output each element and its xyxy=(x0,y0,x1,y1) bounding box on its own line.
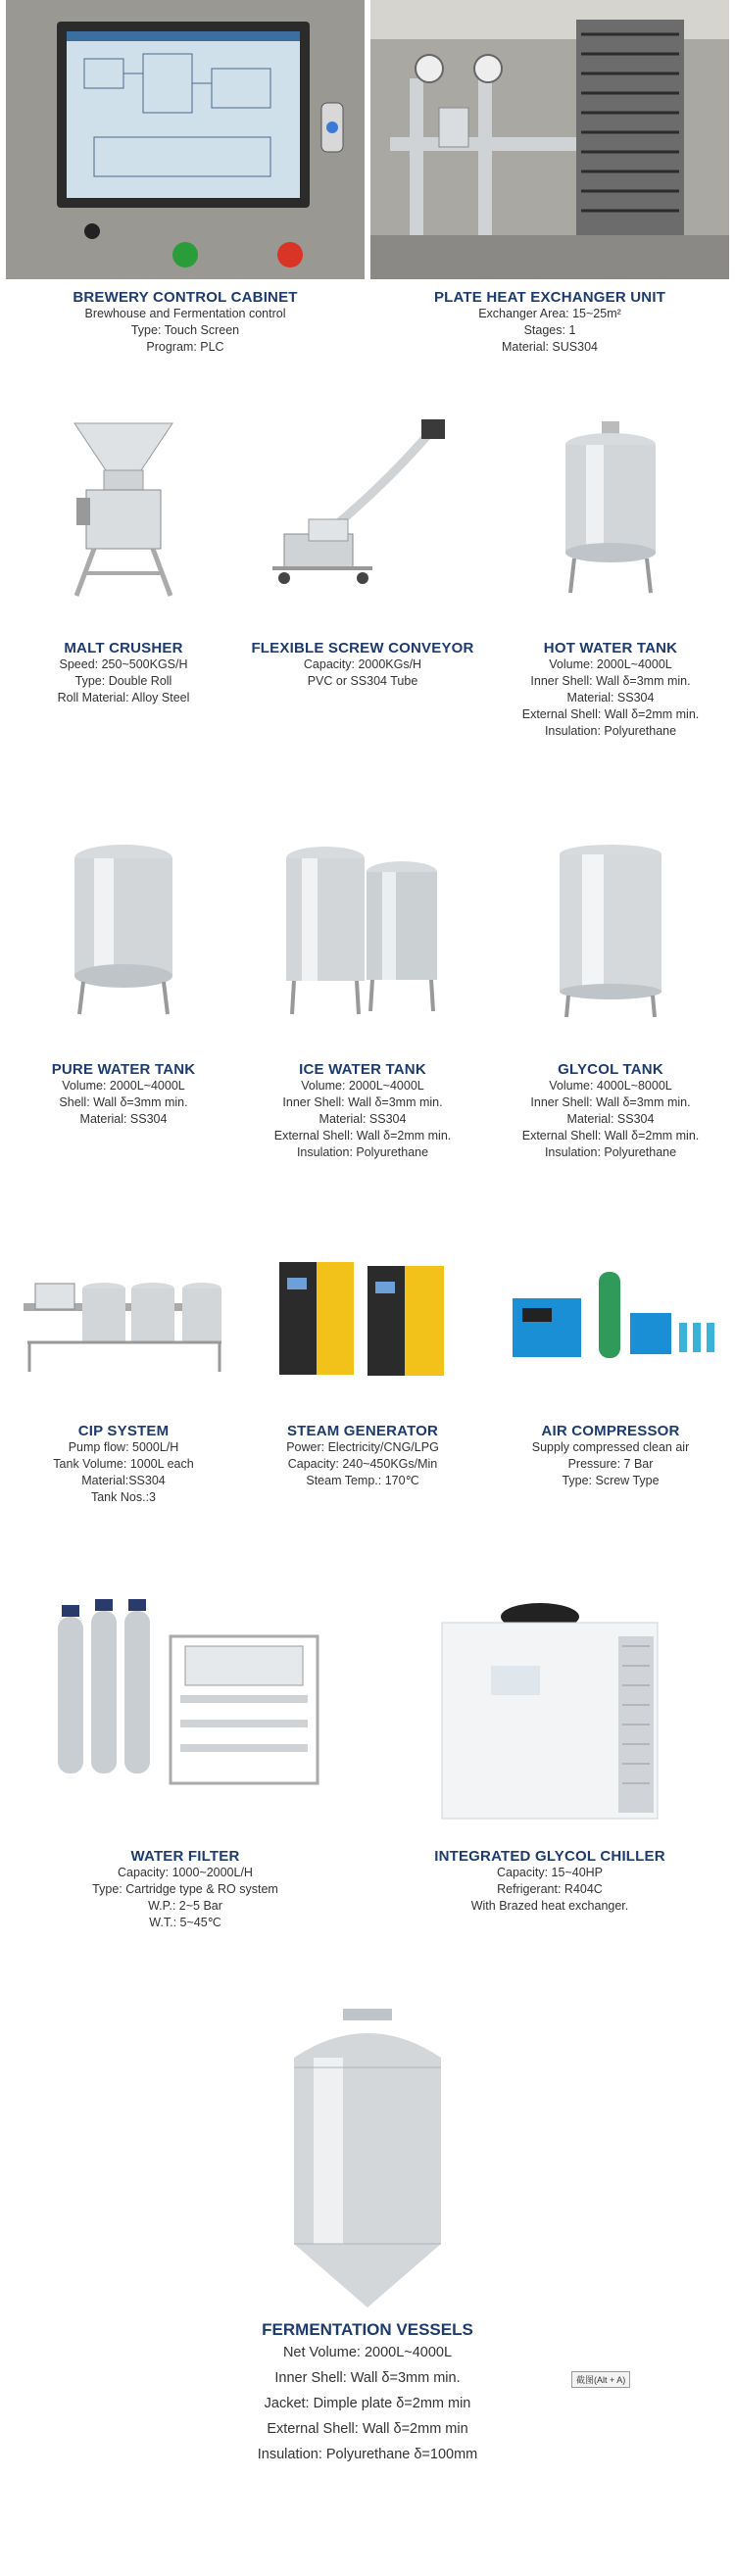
product-brewery-control-cabinet[interactable] xyxy=(6,0,365,356)
control-cabinet-icon xyxy=(6,0,365,279)
spec-line: Pump flow: 5000L/H xyxy=(68,1440,179,1454)
tank-pair-icon xyxy=(274,833,451,1024)
product-title: ICE WATER TANK xyxy=(299,1061,426,1078)
product-title: GLYCOL TANK xyxy=(558,1061,663,1078)
spec-line: External Shell: Wall δ=2mm min. xyxy=(521,1129,700,1142)
spec-line: Program: PLC xyxy=(146,340,224,354)
row-cip-steam-air xyxy=(0,1244,735,1568)
product-title: AIR COMPRESSOR xyxy=(541,1423,680,1439)
spec-line: Material:SS304 xyxy=(81,1474,166,1487)
screenshot-tooltip: 截图(Alt + A) xyxy=(571,2371,630,2388)
steam-generator-icon xyxy=(270,1244,456,1391)
spec-line: Capacity: 2000KGs/H xyxy=(303,657,422,671)
spec-line: Capacity: 240~450KGs/Min xyxy=(287,1457,438,1471)
row-crusher-conveyor-hotwater xyxy=(0,412,735,784)
spec-line: Stages: 1 xyxy=(523,323,576,337)
glycol-chiller-icon xyxy=(422,1597,677,1832)
spec-line: External Shell: Wall δ=2mm min xyxy=(267,2421,468,2437)
spec-line: Speed: 250~500KGS/H xyxy=(59,657,188,671)
product-title: FLEXIBLE SCREW CONVEYOR xyxy=(251,640,474,656)
spec-line: Capacity: 15~40HP xyxy=(496,1866,604,1879)
row-control-and-exchanger xyxy=(0,0,735,363)
spec-line: Insulation: Polyurethane xyxy=(544,1145,677,1159)
product-hot-water-tank[interactable] xyxy=(490,412,731,740)
spec-line: Power: Electricity/CNG/LPG xyxy=(286,1440,439,1454)
spec-line: With Brazed heat exchanger. xyxy=(470,1899,629,1913)
spec-line: Refrigerant: R404C xyxy=(497,1882,603,1896)
tank-icon xyxy=(547,412,674,603)
product-glycol-tank[interactable] xyxy=(490,833,731,1161)
spec-line: Insulation: Polyurethane xyxy=(296,1145,429,1159)
spec-line: Volume: 2000L~4000L xyxy=(301,1079,424,1093)
product-title: CIP SYSTEM xyxy=(77,1423,170,1439)
spec-line: Type: Touch Screen xyxy=(130,323,240,337)
spec-line: Tank Nos.:3 xyxy=(90,1490,156,1504)
product-pure-water-tank[interactable] xyxy=(6,833,241,1128)
product-title: HOT WATER TANK xyxy=(543,640,678,656)
tank-icon xyxy=(60,833,187,1024)
water-filter-icon xyxy=(38,1597,332,1803)
spec-line: Pressure: 7 Bar xyxy=(567,1457,654,1471)
spec-line: Material: SS304 xyxy=(79,1112,168,1126)
spec-line: Insulation: Polyurethane xyxy=(544,724,677,738)
product-title: PLATE HEAT EXCHANGER UNIT xyxy=(433,289,666,306)
spec-line: External Shell: Wall δ=2mm min. xyxy=(521,707,700,721)
product-title: MALT CRUSHER xyxy=(64,640,183,656)
spec-line: Material: SS304 xyxy=(318,1112,407,1126)
spec-line: Volume: 2000L~4000L xyxy=(549,657,672,671)
product-flexible-screw-conveyor[interactable] xyxy=(245,412,480,690)
spec-line: W.T.: 5~45℃ xyxy=(149,1916,221,1929)
spec-line: Tank Volume: 1000L each xyxy=(53,1457,194,1471)
product-title: FERMENTATION VESSELS xyxy=(262,2320,473,2339)
product-integrated-glycol-chiller[interactable] xyxy=(370,1597,729,1915)
product-malt-crusher[interactable] xyxy=(6,412,241,706)
spec-line: External Shell: Wall δ=2mm min. xyxy=(273,1129,452,1142)
spec-line: Net Volume: 2000L~4000L xyxy=(282,2345,453,2360)
product-title: WATER FILTER xyxy=(130,1848,240,1865)
spec-line: Exchanger Area: 15~25m² xyxy=(478,307,621,320)
row-pure-ice-glycol xyxy=(0,833,735,1205)
spec-line: Material: SS304 xyxy=(566,1112,655,1126)
spec-line: Jacket: Dimple plate δ=2mm min xyxy=(264,2396,471,2411)
cip-system-icon xyxy=(16,1244,231,1391)
product-title: PURE WATER TANK xyxy=(51,1061,196,1078)
tank-icon xyxy=(547,833,674,1024)
product-ice-water-tank[interactable] xyxy=(245,833,480,1161)
heat-exchanger-icon xyxy=(370,0,729,279)
spec-line: Material: SS304 xyxy=(566,691,655,705)
spec-line: Shell: Wall δ=3mm min. xyxy=(59,1095,188,1109)
product-title: INTEGRATED GLYCOL CHILLER xyxy=(434,1848,665,1865)
product-title: STEAM GENERATOR xyxy=(286,1423,439,1439)
product-fermentation-vessels[interactable] xyxy=(147,2009,588,2467)
spec-line: Capacity: 1000~2000L/H xyxy=(118,1866,253,1879)
product-air-compressor[interactable] xyxy=(490,1244,731,1489)
spec-line: Inner Shell: Wall δ=3mm min. xyxy=(282,1095,443,1109)
spec-line: Type: Cartridge type & RO system xyxy=(92,1882,278,1896)
product-steam-generator[interactable] xyxy=(245,1244,480,1489)
product-plate-heat-exchanger[interactable] xyxy=(370,0,729,356)
spec-line: Insulation: Polyurethane δ=100mm xyxy=(257,2447,478,2462)
spec-line: Supply compressed clean air xyxy=(531,1440,690,1454)
spec-line: W.P.: 2~5 Bar xyxy=(148,1899,222,1913)
malt-crusher-icon xyxy=(25,412,221,603)
screw-conveyor-icon xyxy=(255,412,470,603)
spec-line: Roll Material: Alloy Steel xyxy=(57,691,190,705)
spec-line: Brewhouse and Fermentation control xyxy=(84,307,286,320)
row-filter-chiller xyxy=(0,1597,735,1969)
spec-line: Type: Screw Type xyxy=(562,1474,660,1487)
product-title: BREWERY CONTROL CABINET xyxy=(73,289,298,306)
spec-line: Inner Shell: Wall δ=3mm min. xyxy=(530,674,691,688)
spec-line: Inner Shell: Wall δ=3mm min. xyxy=(274,2370,461,2386)
spec-line: Inner Shell: Wall δ=3mm min. xyxy=(530,1095,691,1109)
spec-line: Type: Double Roll xyxy=(74,674,172,688)
product-water-filter[interactable] xyxy=(6,1597,365,1931)
spec-line: Steam Temp.: 170℃ xyxy=(306,1474,419,1487)
spec-line: PVC or SS304 Tube xyxy=(307,674,418,688)
row-fermentation xyxy=(0,2009,735,2557)
spec-line: Volume: 2000L~4000L xyxy=(62,1079,185,1093)
air-compressor-icon xyxy=(503,1244,718,1391)
fermentation-vessel-icon xyxy=(274,2009,461,2312)
spec-line: Material: SUS304 xyxy=(502,340,598,354)
spec-line: Volume: 4000L~8000L xyxy=(549,1079,672,1093)
product-cip-system[interactable] xyxy=(6,1244,241,1506)
